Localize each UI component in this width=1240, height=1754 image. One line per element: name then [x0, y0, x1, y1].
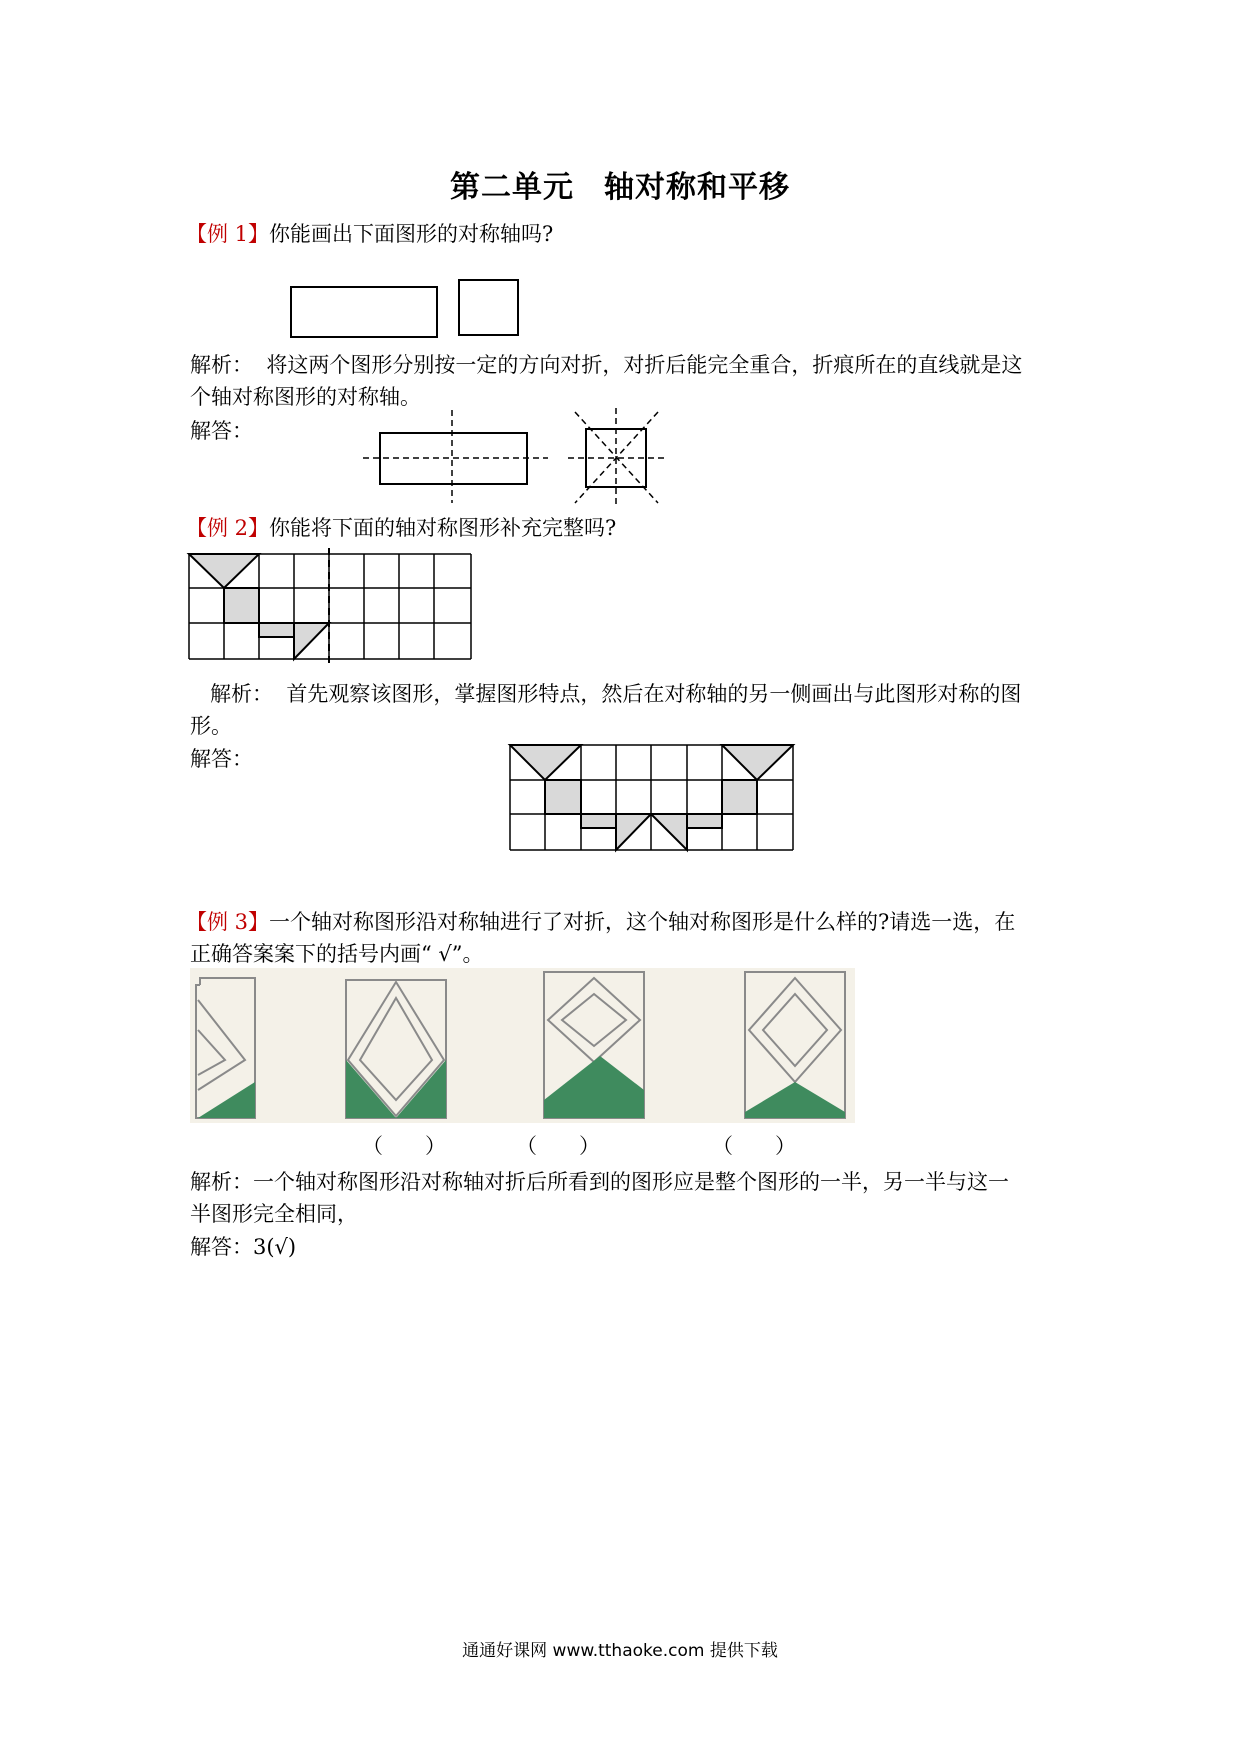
ex2-tag: 【例 2】 [186, 516, 270, 540]
ex1-analysis-line2: 个轴对称图形的对称轴。 [190, 385, 421, 409]
ex2-analysis-text1: 首先观察该图形，掌握图形特点，然后在对称轴的另一侧画出与此图形对称的图 [286, 682, 1022, 706]
ex3-analysis-line1 [190, 1166, 1009, 1198]
ex1-question: 你能画出下面图形的对称轴吗? [269, 222, 554, 246]
ex3-question-line2: 正确答案案下的括号内画“ √”。 [190, 942, 484, 966]
ex3-answer-label: 解答： [190, 1235, 253, 1259]
ex3-analysis-text1: 一个轴对称图形沿对称轴对折后所看到的图形应是整个图形的一半，另一半与这一 [253, 1170, 1009, 1194]
page-footer: 通通好课网 www.tthaoke.com 提供下载 [462, 1641, 778, 1661]
ex1-answer-label: 解答： [190, 419, 253, 443]
ex2-question: 你能将下面的轴对称图形补充完整吗? [269, 516, 617, 540]
ex3-question-text1: 一个轴对称图形沿对称轴进行了对折，这个轴对称图形是什么样的?请选一选，在 [269, 910, 1016, 934]
ex3-answer-value: 3(√) [253, 1235, 297, 1259]
ex3-bracket-3[interactable]: （ ） [712, 1134, 796, 1158]
title-unit: 第二单元 [450, 170, 574, 205]
ex3-answer-line [190, 1231, 296, 1263]
ex1-analysis-text1: 将这两个图形分别按一定的方向对折，对折后能完全重合，折痕所在的直线就是这 [266, 353, 1023, 377]
ex3-tag: 【例 3】 [186, 910, 270, 934]
ex3-paper-background [190, 968, 855, 1123]
ex2-analysis-label: 解析： [210, 682, 273, 706]
ex3-analysis-line2: 半图形完全相同， [190, 1202, 358, 1226]
ex3-bracket-2[interactable]: （ ） [516, 1134, 600, 1158]
ex2-answer-label: 解答： [190, 747, 253, 771]
ex1-analysis-label: 解析： [190, 353, 253, 377]
ex2-analysis-line2: 形。 [190, 714, 232, 738]
ex1-tag: 【例 1】 [186, 222, 270, 246]
title-topic: 轴对称和平移 [604, 170, 790, 205]
ex3-analysis-label: 解析： [190, 1170, 253, 1194]
ex3-bracket-1[interactable]: （ ） [362, 1134, 446, 1158]
